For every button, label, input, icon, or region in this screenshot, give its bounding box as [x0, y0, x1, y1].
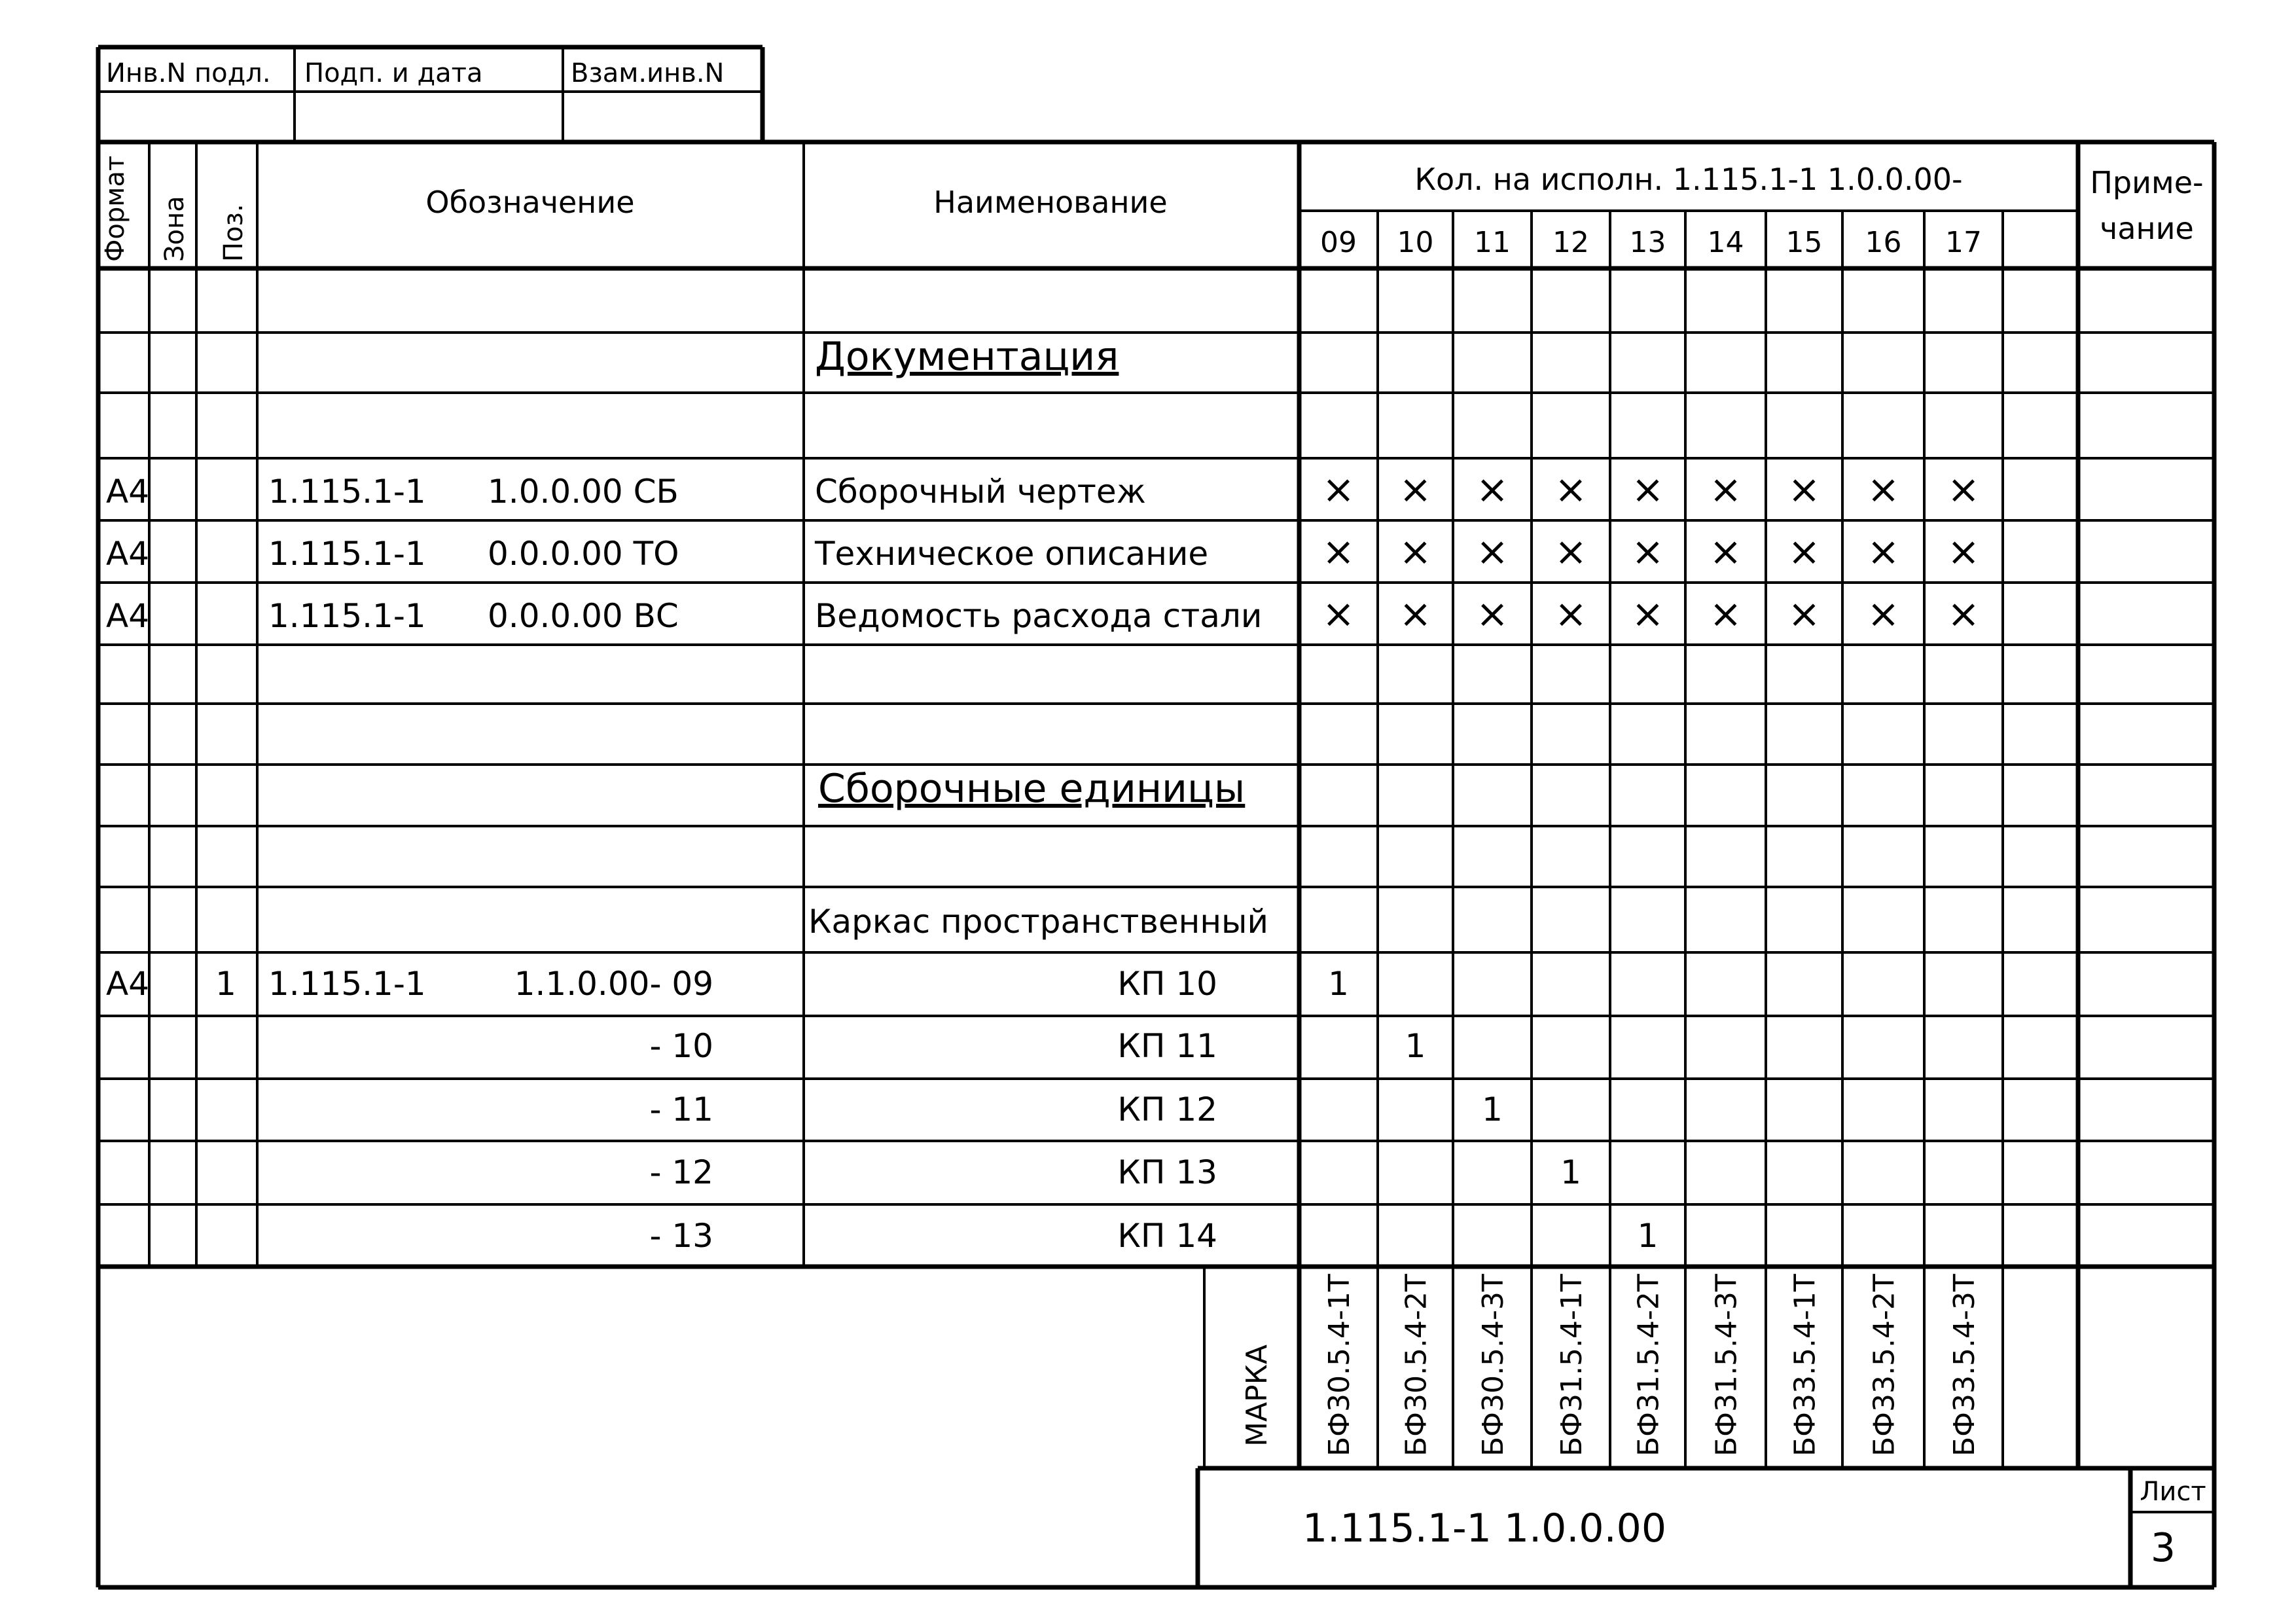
table-text	[100, 58, 2206, 1571]
asm-suffix: 1.1.0.00- 09	[514, 965, 713, 1003]
marka-0: БФ30.5.4-1Т	[1323, 1274, 1356, 1456]
doc-mark-5: ×	[1709, 591, 1742, 637]
stamp-inv-podl: Инв.N подл.	[106, 58, 271, 88]
header-oboznachenie: Обозначение	[425, 185, 635, 220]
header-variant-5: 14	[1707, 226, 1744, 259]
doc-mark-3: ×	[1554, 467, 1588, 513]
asm-qty: 1	[1328, 965, 1349, 1003]
sheet-label: Лист	[2140, 1477, 2206, 1507]
stamp-vzam-inv: Взам.инв.N	[571, 58, 725, 88]
header-poz: Поз.	[219, 204, 249, 262]
doc-format: А4	[106, 473, 150, 511]
stamp-podp-data: Подп. и дата	[304, 58, 483, 88]
doc-mark-3: ×	[1554, 529, 1588, 575]
asm-qty: 1	[1482, 1091, 1503, 1128]
asm-poz: 1	[215, 965, 236, 1003]
header-variant-4: 13	[1629, 226, 1666, 259]
doc-name: Ведомость расхода стали	[815, 597, 1263, 635]
header-variant-1: 10	[1397, 226, 1434, 259]
asm-name: КП 13	[1117, 1153, 1217, 1191]
section-documentation: Документация	[815, 334, 1119, 380]
doc-mark-1: ×	[1399, 467, 1432, 513]
doc-name: Техническое описание	[815, 535, 1209, 573]
doc-mark-0: ×	[1321, 529, 1355, 575]
doc-suffix: 0.0.0.00 ВС	[488, 597, 679, 635]
doc-format: А4	[106, 597, 150, 635]
doc-mark-2: ×	[1475, 529, 1509, 575]
asm-name: КП 10	[1117, 965, 1217, 1003]
marka-4: БФ31.5.4-2Т	[1632, 1274, 1666, 1456]
asm-qty: 1	[1637, 1217, 1659, 1255]
doc-mark-8: ×	[1946, 591, 1981, 637]
title-block-designation: 1.115.1-1 1.0.0.00	[1302, 1506, 1666, 1551]
doc-mark-7: ×	[1867, 467, 1900, 513]
doc-mark-4: ×	[1631, 529, 1664, 575]
header-variant-0: 09	[1320, 226, 1357, 259]
asm-name: КП 11	[1117, 1027, 1217, 1065]
doc-name: Сборочный чертеж	[815, 473, 1146, 511]
doc-mark-2: ×	[1475, 591, 1509, 637]
asm-format: А4	[106, 965, 150, 1003]
doc-mark-2: ×	[1475, 467, 1509, 513]
doc-mark-3: ×	[1554, 591, 1588, 637]
header-variant-2: 11	[1474, 226, 1511, 259]
doc-mark-6: ×	[1787, 467, 1821, 513]
asm-suffix: - 10	[649, 1027, 713, 1065]
header-variant-8: 17	[1945, 226, 1982, 259]
header-format: Формат	[100, 155, 130, 262]
asm-suffix: - 11	[649, 1091, 713, 1128]
header-zona: Зона	[160, 196, 190, 262]
header-primechanie-1: Приме-	[2090, 165, 2204, 200]
doc-mark-8: ×	[1946, 529, 1981, 575]
marka-5: БФ31.5.4-3Т	[1710, 1274, 1744, 1456]
doc-mark-7: ×	[1867, 591, 1900, 637]
asm-suffix: - 12	[649, 1153, 713, 1191]
marka-6: БФ33.5.4-1Т	[1788, 1274, 1822, 1456]
header-variant-3: 12	[1552, 226, 1589, 259]
doc-mark-1: ×	[1399, 591, 1432, 637]
doc-suffix: 1.0.0.00 СБ	[488, 473, 679, 511]
doc-mark-5: ×	[1709, 529, 1742, 575]
asm-name: КП 12	[1117, 1091, 1217, 1128]
sheet-number: 3	[2150, 1525, 2176, 1571]
asm-name: КП 14	[1117, 1217, 1217, 1255]
marka-2: БФ30.5.4-3Т	[1477, 1274, 1510, 1456]
asm-qty: 1	[1560, 1153, 1581, 1191]
header-naimenovanie: Наименование	[933, 185, 1168, 220]
doc-mark-5: ×	[1709, 467, 1742, 513]
asm-qty: 1	[1405, 1027, 1426, 1065]
doc-format: А4	[106, 535, 150, 573]
doc-code: 1.115.1-1	[268, 535, 426, 573]
doc-code: 1.115.1-1	[268, 597, 426, 635]
header-primechanie-2: чание	[2100, 211, 2194, 246]
frame-title: Каркас пространственный	[808, 903, 1269, 941]
doc-mark-1: ×	[1399, 529, 1432, 575]
section-assembly-units: Сборочные единицы	[818, 766, 1246, 812]
marka-label: МАРКА	[1240, 1344, 1274, 1447]
doc-mark-0: ×	[1321, 467, 1355, 513]
doc-code: 1.115.1-1	[268, 473, 426, 511]
header-variant-7: 16	[1865, 226, 1902, 259]
asm-code: 1.115.1-1	[268, 965, 426, 1003]
doc-mark-0: ×	[1321, 591, 1355, 637]
doc-mark-6: ×	[1787, 529, 1821, 575]
marka-7: БФ33.5.4-2Т	[1867, 1274, 1901, 1456]
header-variant-6: 15	[1785, 226, 1823, 259]
header-kol-na-ispoln: Кол. на исполн. 1.115.1-1 1.0.0.00-	[1414, 162, 1963, 197]
doc-mark-8: ×	[1946, 467, 1981, 513]
doc-suffix: 0.0.0.00 ТО	[488, 535, 679, 573]
asm-suffix: - 13	[649, 1217, 713, 1255]
doc-mark-7: ×	[1867, 529, 1900, 575]
doc-mark-6: ×	[1787, 591, 1821, 637]
doc-mark-4: ×	[1631, 591, 1664, 637]
doc-mark-4: ×	[1631, 467, 1664, 513]
marka-1: БФ30.5.4-2Т	[1399, 1274, 1433, 1456]
marka-3: БФ31.5.4-1Т	[1555, 1274, 1588, 1456]
marka-8: БФ33.5.4-3Т	[1948, 1274, 1981, 1456]
